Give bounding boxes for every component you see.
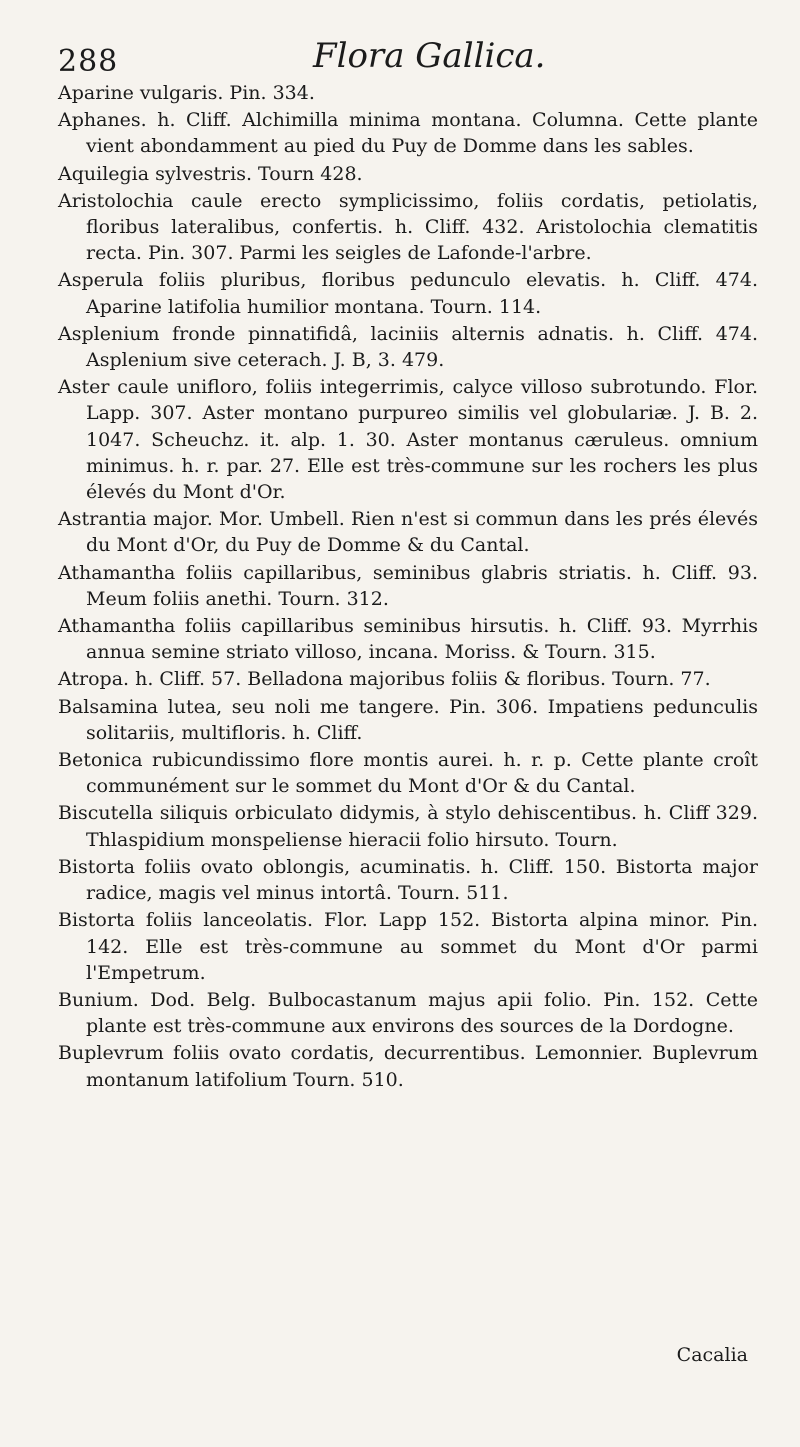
entry-bistorta-ovato: Bistorta foliis ovato oblongis, acuminatis. h. Cliff. 150. Bistorta major radice, magis vel minus intortâ. Tourn. 511. bbox=[58, 855, 758, 905]
entry-bistorta-lanceolatis: Bistorta foliis lanceolatis. Flor. Lapp 152. Bistorta alpina minor. Pin. 142. Elle est très-commune au sommet du Mont d'Or parmi l'Empetrum. bbox=[58, 909, 758, 984]
entry-asplenium: Asplenium fronde pinnatifidâ, laciniis alternis adnatis. h. Cliff. 474. Asplenium sive ceterach. J. B, 3. 479. bbox=[58, 322, 758, 372]
entry-aristolochia: Aristolochia caule erecto symplicissimo, foliis cordatis, petiolatis, floribus lateralibus, confertis. h. Cliff. 432. Aristolochia clematitis recta. Pin. 307. Parmi les seigles de Lafonde-l'arbre. bbox=[58, 189, 758, 265]
entry-buplevrum: Buplevrum foliis ovato cordatis, decurrentibus. Lemonnier. Buplevrum montanum latifolium Tourn. 510. bbox=[58, 1042, 758, 1091]
page-header bbox=[58, 34, 760, 82]
entry-aquilegia: Aquilegia sylvestris. Tourn 428. bbox=[58, 162, 363, 185]
entry-list bbox=[58, 80, 758, 1094]
entry-atropa: Atropa. h. Cliff. 57. Belladona majoribus foliis & floribus. Tourn. 77. bbox=[58, 668, 711, 691]
entry-balsamina: Balsamina lutea, seu noli me tangere. Pin. 306. Impatiens pedunculis solitariis, multifloris. h. Cliff. bbox=[58, 695, 758, 744]
entry-biscutella: Biscutella siliquis orbiculato didymis, à stylo dehiscentibus. h. Cliff 329. Thlaspidium monspeliense hieracii folio hirsuto. Tourn. bbox=[58, 802, 758, 851]
page-number: 288 bbox=[58, 44, 119, 79]
running-title: Flora Gallica. bbox=[313, 36, 546, 76]
catchword: Cacalia bbox=[676, 1344, 748, 1366]
entry-aparine: Aparine vulgaris. Pin. 334. bbox=[58, 82, 315, 104]
entry-aphanes: Aphanes. h. Cliff. Alchimilla minima montana. Columna. Cette plante vient abondamment au pied du Puy de Domme dans les sables. bbox=[58, 109, 758, 158]
entry-bunium: Bunium. Dod. Belg. Bulbocastanum majus apii folio. Pin. 152. Cette plante est très-commune aux environs des sources de la Dordogne. bbox=[58, 988, 758, 1038]
entry-astrantia: Astrantia major. Mor. Umbell. Rien n'est si commun dans les prés élevés du Mont d'Or, du Puy de Domme & du Cantal. bbox=[58, 508, 758, 557]
entry-athamantha-glabris: Athamantha foliis capillaribus, seminibus glabris striatis. h. Cliff. 93. Meum foliis anethi. Tourn. 312. bbox=[58, 561, 758, 610]
entry-athamantha-hirsutis: Athamantha foliis capillaribus seminibus hirsutis. h. Cliff. 93. Myrrhis annua semine striato villoso, incana. Moriss. & Tourn. 315. bbox=[58, 615, 758, 664]
entry-aster: Aster caule unifloro, foliis integerrimis, calyce villoso subrotundo. Flor. Lapp. 307. Aster montano purpureo similis vel globulariæ. J. B. 2. 1047. Scheuchz. it. alp. 1. 30. Aster montanus cæruleus. omnium minimus. h. r. par. 27. Elle est très-commune sur les rochers les plus élevés du Mont d'Or. bbox=[58, 376, 758, 504]
entry-asperula: Asperula foliis pluribus, floribus pedunculo elevatis. h. Cliff. 474. Aparine latifolia humilior montana. Tourn. 114. bbox=[58, 269, 758, 318]
entry-betonica: Betonica rubicundissimo flore montis aurei. h. r. p. Cette plante croît communément sur le sommet du Mont d'Or & du Cantal. bbox=[58, 749, 758, 798]
